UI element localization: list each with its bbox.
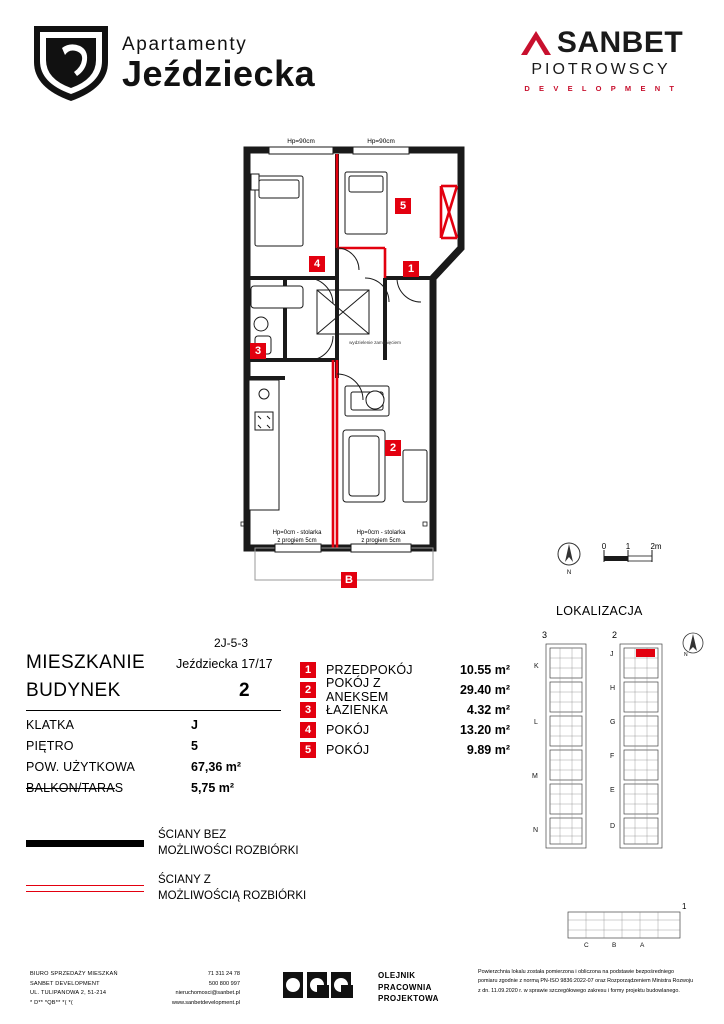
olejnik-line-3: PROJEKTOWA — [378, 994, 439, 1004]
room-area-5: 9.89 m² — [466, 743, 510, 757]
footer-office-line-2: SANBET DEVELOPMENT — [30, 980, 100, 987]
stair-label-K: K — [534, 663, 539, 670]
room-badge-4: 4 — [309, 256, 325, 272]
page-header — [0, 0, 724, 120]
window-label-right: Hp=90cm — [367, 138, 395, 145]
room-area-1: 10.55 m² — [459, 663, 510, 677]
building-label-3: 3 — [542, 630, 548, 640]
room-area-4: 13.20 m² — [459, 723, 510, 737]
spec-label-pietro: PIĘTRO — [26, 739, 74, 753]
floorplan-drawing — [225, 128, 505, 598]
brand-logo — [30, 22, 315, 104]
room-row-2 — [300, 676, 510, 704]
spec-row-pow-uzytkowa — [26, 760, 306, 774]
brand-line-2: Jeździecka — [122, 52, 316, 94]
developer-name: SANBET — [556, 26, 684, 59]
balcony-note-right-1: Hp=0cm - stolarka — [356, 530, 406, 536]
room-number-2: 2 — [300, 682, 316, 698]
balcony-badge: B — [341, 572, 357, 588]
room-name-3: ŁAZIENKA — [326, 703, 389, 717]
room-number-3: 3 — [300, 702, 316, 718]
north-arrow-icon — [558, 543, 580, 576]
room-number-4: 4 — [300, 722, 316, 738]
legend — [26, 828, 316, 918]
spec-row-klatka — [26, 718, 306, 732]
page-footer — [0, 962, 724, 1024]
room-badge-3: 3 — [250, 343, 266, 359]
room-badge-2: 2 — [385, 440, 401, 456]
floorplan-svg — [225, 128, 505, 598]
budynek-value: 2 — [239, 680, 250, 701]
spec-label-balkon-taras: BALKON/TARAS — [26, 781, 191, 795]
footer-disclaimer — [478, 968, 698, 996]
room-name-2: POKÓJ Z ANEKSEM — [326, 676, 389, 704]
mieszkanie-label: MIESZKANIE — [26, 652, 146, 673]
developer-logo — [506, 26, 696, 93]
room-list — [300, 660, 510, 760]
apartment-code: 2J-5-3 — [213, 636, 248, 650]
mini-label-A: A — [640, 942, 645, 949]
balcony-note-right-2: z progiem 5cm — [361, 538, 401, 544]
disclaimer-line-1: Powierzchnia lokalu została pomierzona i obliczona na podstawie bezpośredniego — [478, 969, 674, 975]
room-row-3 — [300, 700, 510, 720]
footer-office — [30, 970, 118, 1008]
stair-label-G: G — [610, 719, 616, 726]
mini-label-B: B — [612, 942, 617, 949]
room-area-3: 4.32 m² — [466, 703, 510, 717]
spec-row-pietro — [26, 739, 306, 753]
room-area-2: 29.40 m² — [459, 683, 510, 697]
footer-contact — [160, 970, 240, 1008]
spec-label-klatka: KLATKA — [26, 718, 75, 732]
svg-text:N: N — [684, 652, 688, 658]
building-label-2: 2 — [612, 630, 618, 640]
localization-title: LOKALIZACJA — [556, 604, 643, 618]
footer-office-line-3: UL. TULIPANOWA 2, 51-214 — [30, 990, 107, 996]
info-divider — [26, 710, 281, 711]
brand-line-1: Apartamenty — [122, 33, 248, 55]
localization-mini-map — [556, 900, 696, 950]
footer-phone-2[interactable]: 500 800 997 — [208, 980, 240, 987]
spec-value-balkon-taras: 5,75 m² — [191, 781, 235, 795]
disclaimer-line-3: z dn. 11.09.2020 r. w sprawie szczegółowego zakresu i formy projektu budowlanego. — [478, 987, 680, 994]
footer-office-line-4: * D** *QB** *( *( — [30, 999, 73, 1006]
room-name-1: PRZEDPOKÓJ — [326, 663, 413, 677]
room-row-4 — [300, 720, 510, 740]
legend-solid-line2: MOŻLIWOŚCI ROZBIÓRKI — [158, 844, 299, 857]
olejnik-logo — [378, 970, 439, 1005]
stair-label-D: D — [610, 823, 616, 830]
spec-value-klatka: J — [191, 718, 198, 732]
olejnik-line-1: OLEJNIK — [378, 971, 416, 980]
apartment-info — [26, 636, 306, 795]
stair-label-N: N — [533, 827, 539, 834]
spec-value-pow-uzytkowa: 67,36 m² — [191, 760, 242, 774]
developer-sub: PIOTROWSCY — [531, 61, 671, 78]
apartment-address: Jeździecka 17/17 — [176, 657, 273, 671]
legend-solid-line1: ŚCIANY BEZ — [158, 829, 227, 841]
olejnik-line-2: PRACOWNIA — [378, 982, 432, 992]
room-badge-5: 5 — [395, 198, 411, 214]
room-number-5: 5 — [300, 742, 316, 758]
spec-row-balkon-taras — [26, 781, 306, 795]
window-label-left: Hp=90cm — [287, 138, 315, 145]
room-number-1: 1 — [300, 662, 316, 678]
footer-phone-1[interactable]: 71 311 24 78 — [207, 971, 240, 977]
spec-value-pietro: 5 — [191, 739, 198, 753]
legend-removable-line1: ŚCIANY Z — [158, 874, 211, 887]
room-row-5 — [300, 740, 510, 760]
stair-label-E: E — [610, 787, 615, 794]
horse-shield-icon — [30, 22, 112, 104]
stair-label-F: F — [610, 753, 615, 760]
svg-text:1: 1 — [625, 542, 631, 551]
spec-label-pow-uzytkowa: POW. UŻYTKOWA — [26, 760, 136, 774]
stair-label-M: M — [532, 773, 538, 780]
sanbet-mark-icon — [519, 28, 553, 58]
legend-row-solid — [26, 828, 316, 859]
stair-label-H: H — [610, 685, 616, 692]
svg-text:2m: 2m — [650, 542, 662, 551]
mini-label-C: C — [584, 942, 589, 949]
legend-row-removable — [26, 873, 316, 904]
room-badge-1: 1 — [403, 261, 419, 277]
mini-building-label: 1 — [682, 902, 687, 911]
opp-logo — [283, 968, 355, 1007]
svg-text:N: N — [566, 570, 572, 576]
scale-bar — [556, 540, 706, 576]
room-name-4: POKÓJ — [326, 723, 370, 737]
footer-office-line-1: BIURO SPRZEDAŻY MIESZKAŃ — [30, 971, 118, 977]
stair-label-J: J — [610, 651, 614, 658]
legend-removable-line2: MOŻLIWOŚCIĄ ROZBIÓRKI — [158, 889, 307, 902]
stair-label-L: L — [534, 719, 538, 726]
balcony-note-left-2: z progiem 5cm — [277, 538, 317, 544]
svg-text:0: 0 — [601, 542, 607, 551]
footer-email[interactable]: nieruchomosci@sanbet.pl — [175, 990, 240, 996]
localization-map — [528, 628, 718, 868]
legend-swatch-solid-wall — [26, 840, 144, 847]
disclaimer-line-2: pomiaru zgodnie z normą PN-ISO 9836:2022-07 oraz Rozporządzeniem Ministra Rozwoju — [478, 978, 694, 985]
divider-note: wydzielenie zamknięciem — [349, 340, 401, 345]
legend-swatch-removable-wall — [26, 885, 144, 892]
developer-sub2: D E V E L O P M E N T — [524, 84, 678, 93]
footer-website[interactable]: www.sanbetdevelopment.pl — [171, 999, 240, 1006]
room-name-5: POKÓJ — [326, 743, 370, 757]
highlighted-unit — [636, 649, 655, 657]
balcony-note-left-1: Hp=0cm - stolarka — [272, 530, 322, 536]
budynek-label: BUDYNEK — [26, 680, 121, 701]
